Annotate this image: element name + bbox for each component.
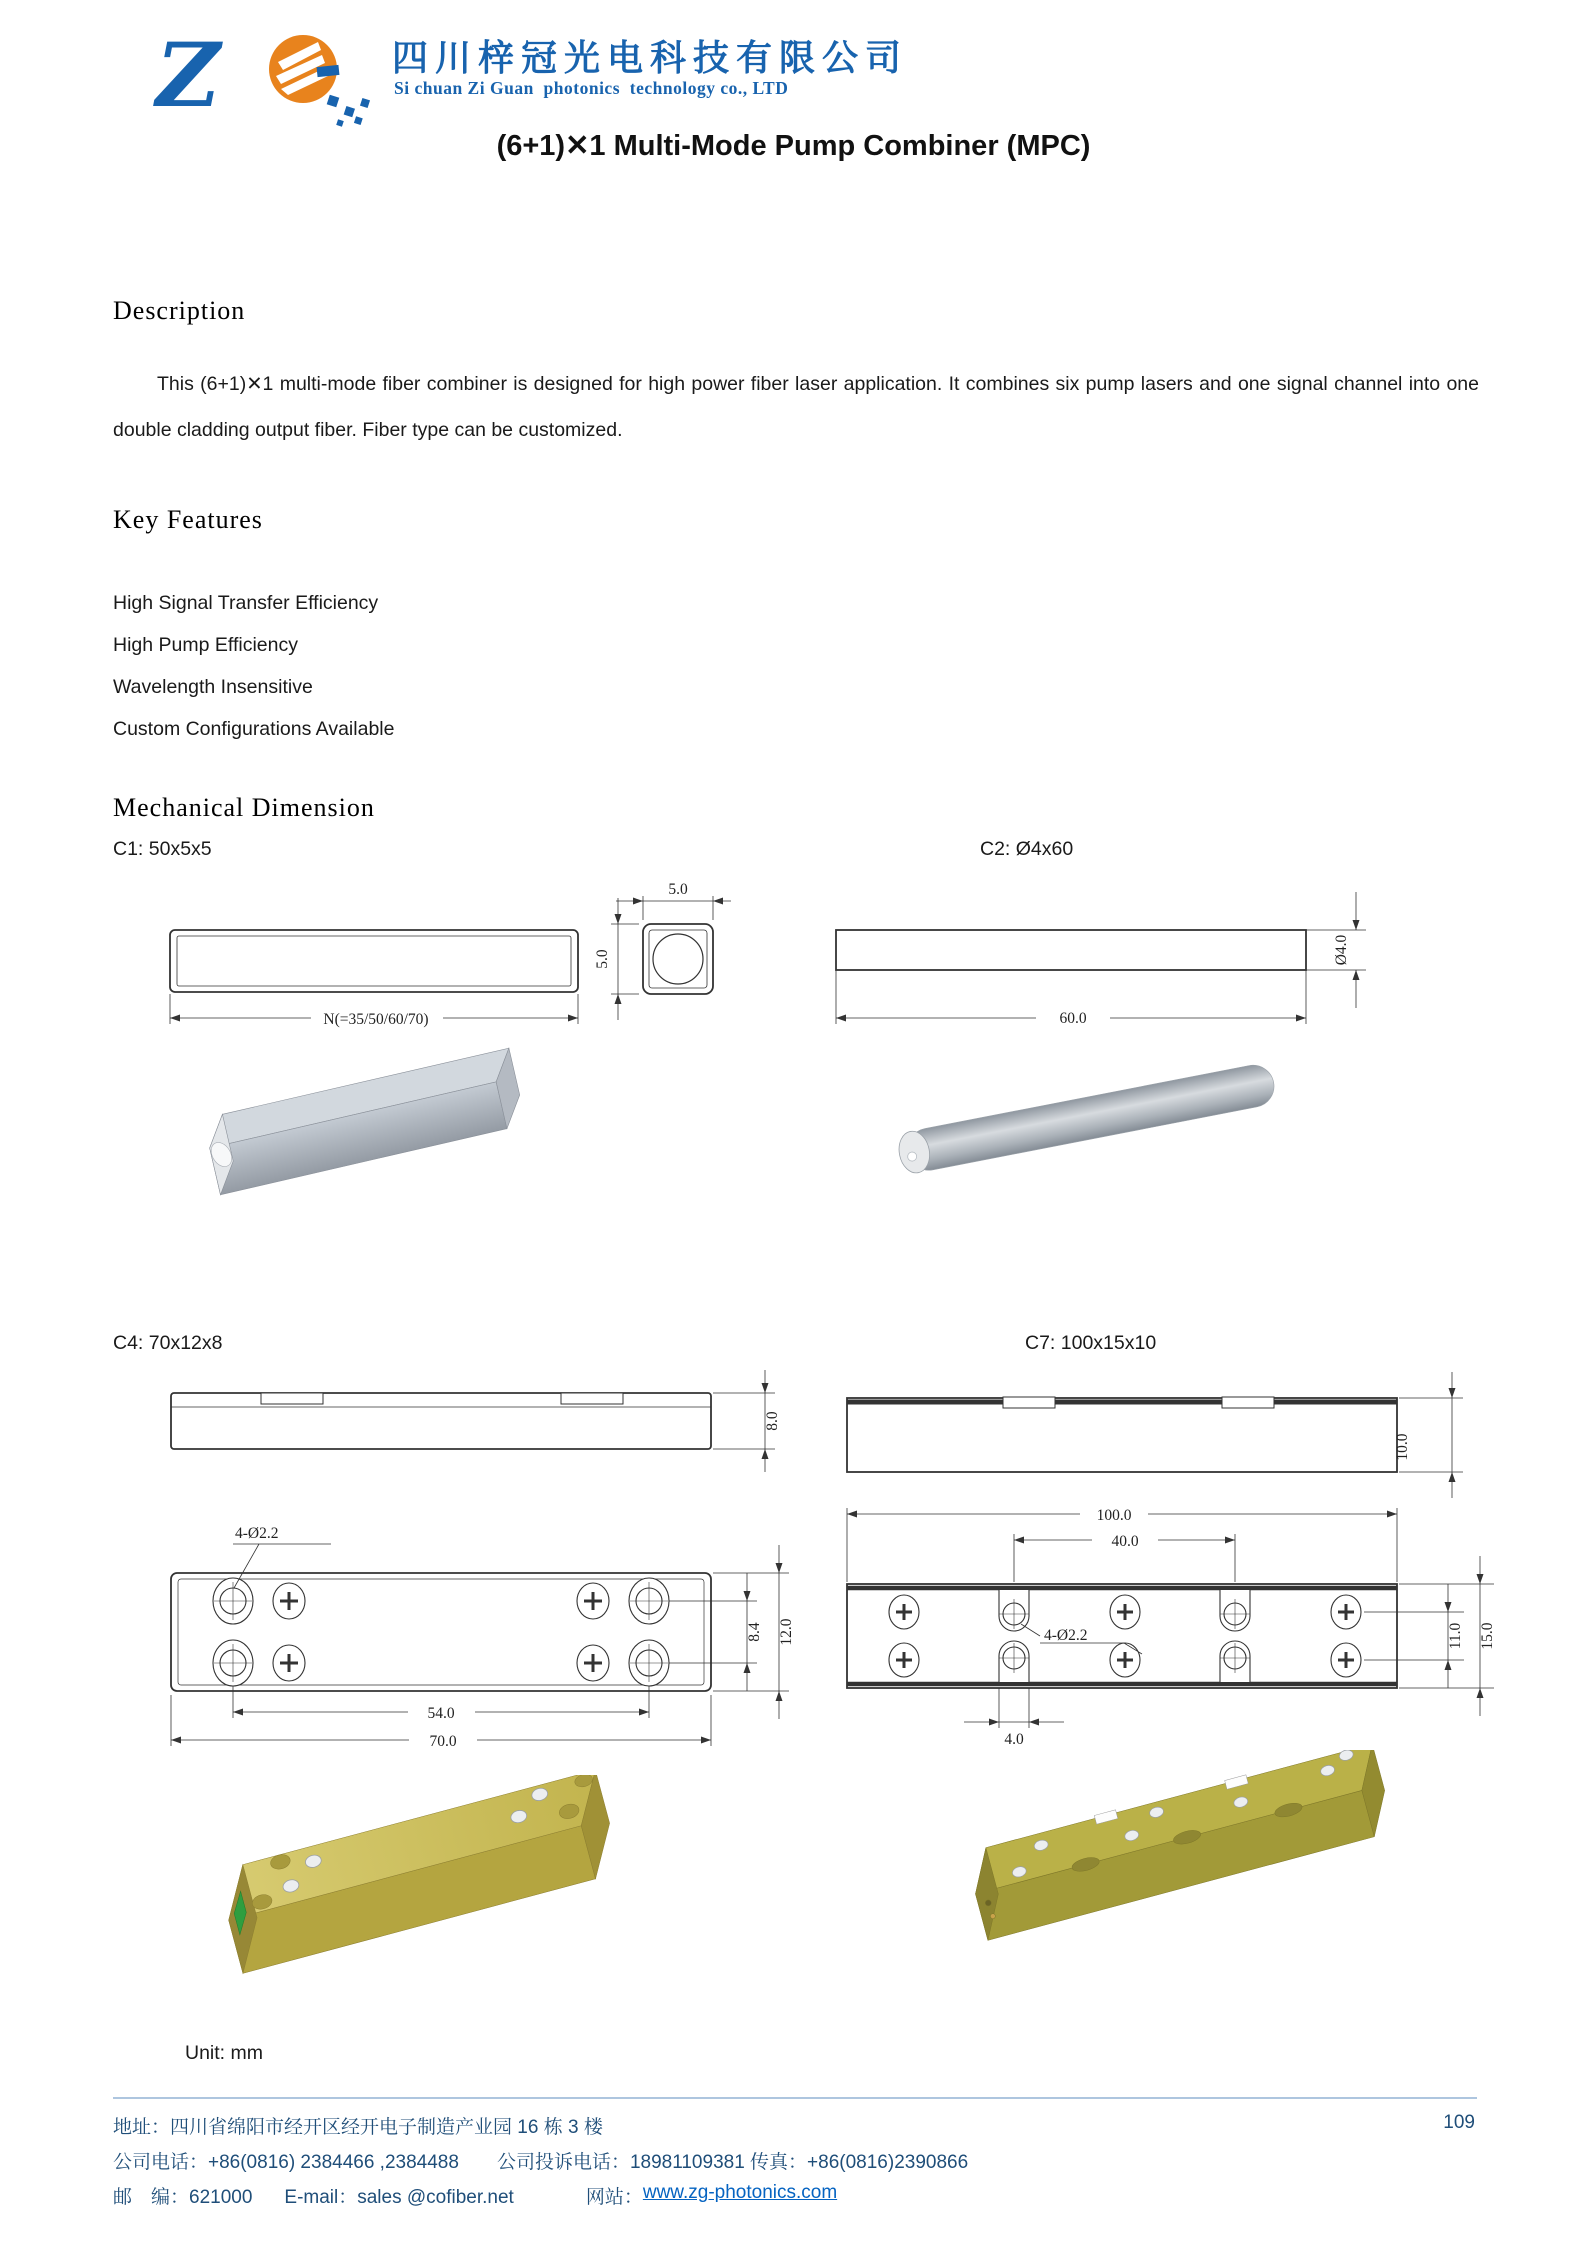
logo-z-glyph: Z — [156, 23, 221, 127]
description-body: This (6+1)✕1 multi-mode fiber combiner is designed for high power fiber laser application. It combines six pump lasers and one signal channel into one double cladding output fiber. Fiber type can be customized. — [113, 373, 1479, 441]
c1-3d-render — [175, 1035, 555, 1240]
footer-website-label: 网站： — [585, 2187, 643, 2208]
footer-phone-line — [113, 2147, 968, 2174]
package-label-c1: C1: 50x5x5 — [113, 838, 212, 860]
company-name-en: Si chuan Zi Guan photonics technology co., LTD — [394, 78, 789, 98]
package-label-c4: C4: 70x12x8 — [113, 1332, 223, 1354]
footer-contact-line — [113, 2182, 837, 2209]
page-title: (6+1)✕1 Multi-Mode Pump Combiner (MPC) — [496, 130, 1091, 162]
c4-height-dim: 8.0 — [764, 1411, 781, 1431]
feature-item: Wavelength Insensitive — [113, 676, 313, 698]
c1-technical-drawing — [113, 872, 733, 1050]
company-name-cn: 四川梓冠光电科技有限公司 — [392, 37, 909, 78]
c7-width-dim: 15.0 — [1479, 1622, 1496, 1650]
unit-note: Unit: mm — [185, 2042, 263, 2064]
package-label-c2: C2: Ø4x60 — [980, 838, 1074, 860]
c7-row-gap-dim: 11.0 — [1447, 1622, 1464, 1650]
logo-pixel-squares — [327, 95, 370, 127]
mechanical-dimension-heading: Mechanical Dimension — [113, 793, 375, 822]
c4-length-dim: 70.0 — [429, 1733, 457, 1750]
c7-holes-dim: 4-Ø2.2 — [1044, 1627, 1088, 1644]
description-heading: Description — [113, 296, 246, 325]
c1-width-dim: 5.0 — [668, 881, 688, 898]
footer-phone: 公司电话：+86(0816) 2384466 ,2384488 — [113, 2152, 459, 2173]
c7-technical-drawing — [818, 1368, 1518, 1753]
c2-diameter-dim: Ø4.0 — [1333, 934, 1350, 966]
page-number: 109 — [1443, 2112, 1475, 2133]
c7-height-dim: 10.0 — [1394, 1433, 1411, 1461]
c7-inner-span-dim: 40.0 — [1111, 1533, 1139, 1550]
key-features-heading: Key Features — [113, 505, 263, 534]
c4-3d-render — [195, 1775, 645, 2025]
footer-complaint-phone: 公司投诉电话：18981109381 传真：+86(0816)2390866 — [496, 2152, 969, 2173]
c4-row-gap-dim: 8.4 — [746, 1622, 763, 1642]
c4-technical-drawing — [113, 1368, 813, 1753]
c2-technical-drawing — [818, 872, 1488, 1050]
c4-holes-dim: 4-Ø2.2 — [235, 1525, 279, 1542]
feature-item: High Pump Efficiency — [113, 634, 298, 656]
company-logo-icon — [150, 22, 395, 130]
key-features-list — [113, 582, 394, 750]
c7-3d-render — [945, 1750, 1415, 1980]
footer-address-line — [113, 2112, 603, 2139]
c7-tab-dim: 4.0 — [1004, 1731, 1024, 1748]
footer-email: E-mail：sales @cofiber.net — [284, 2187, 514, 2208]
feature-item: High Signal Transfer Efficiency — [113, 592, 379, 614]
c1-length-dim: N(=35/50/60/70) — [323, 1011, 429, 1028]
c4-width-dim: 12.0 — [778, 1618, 795, 1646]
package-label-c7: C7: 100x15x10 — [1025, 1332, 1157, 1354]
c7-length-dim: 100.0 — [1096, 1507, 1132, 1524]
feature-item: Custom Configurations Available — [113, 718, 395, 740]
footer-address: 地址：四川省绵阳市经开区经开电子制造产业园 16 栋 3 楼 — [113, 2117, 603, 2138]
c4-hole-span-dim: 54.0 — [427, 1705, 455, 1722]
c1-height-dim: 5.0 — [594, 949, 611, 969]
footer-website-link[interactable]: www.zg-photonics.com — [642, 2182, 838, 2203]
c2-3d-render — [880, 1045, 1300, 1200]
footer-postal-code: 邮 编：621000 — [113, 2187, 253, 2208]
footer-divider — [113, 2097, 1477, 2099]
c2-length-dim: 60.0 — [1059, 1010, 1087, 1027]
